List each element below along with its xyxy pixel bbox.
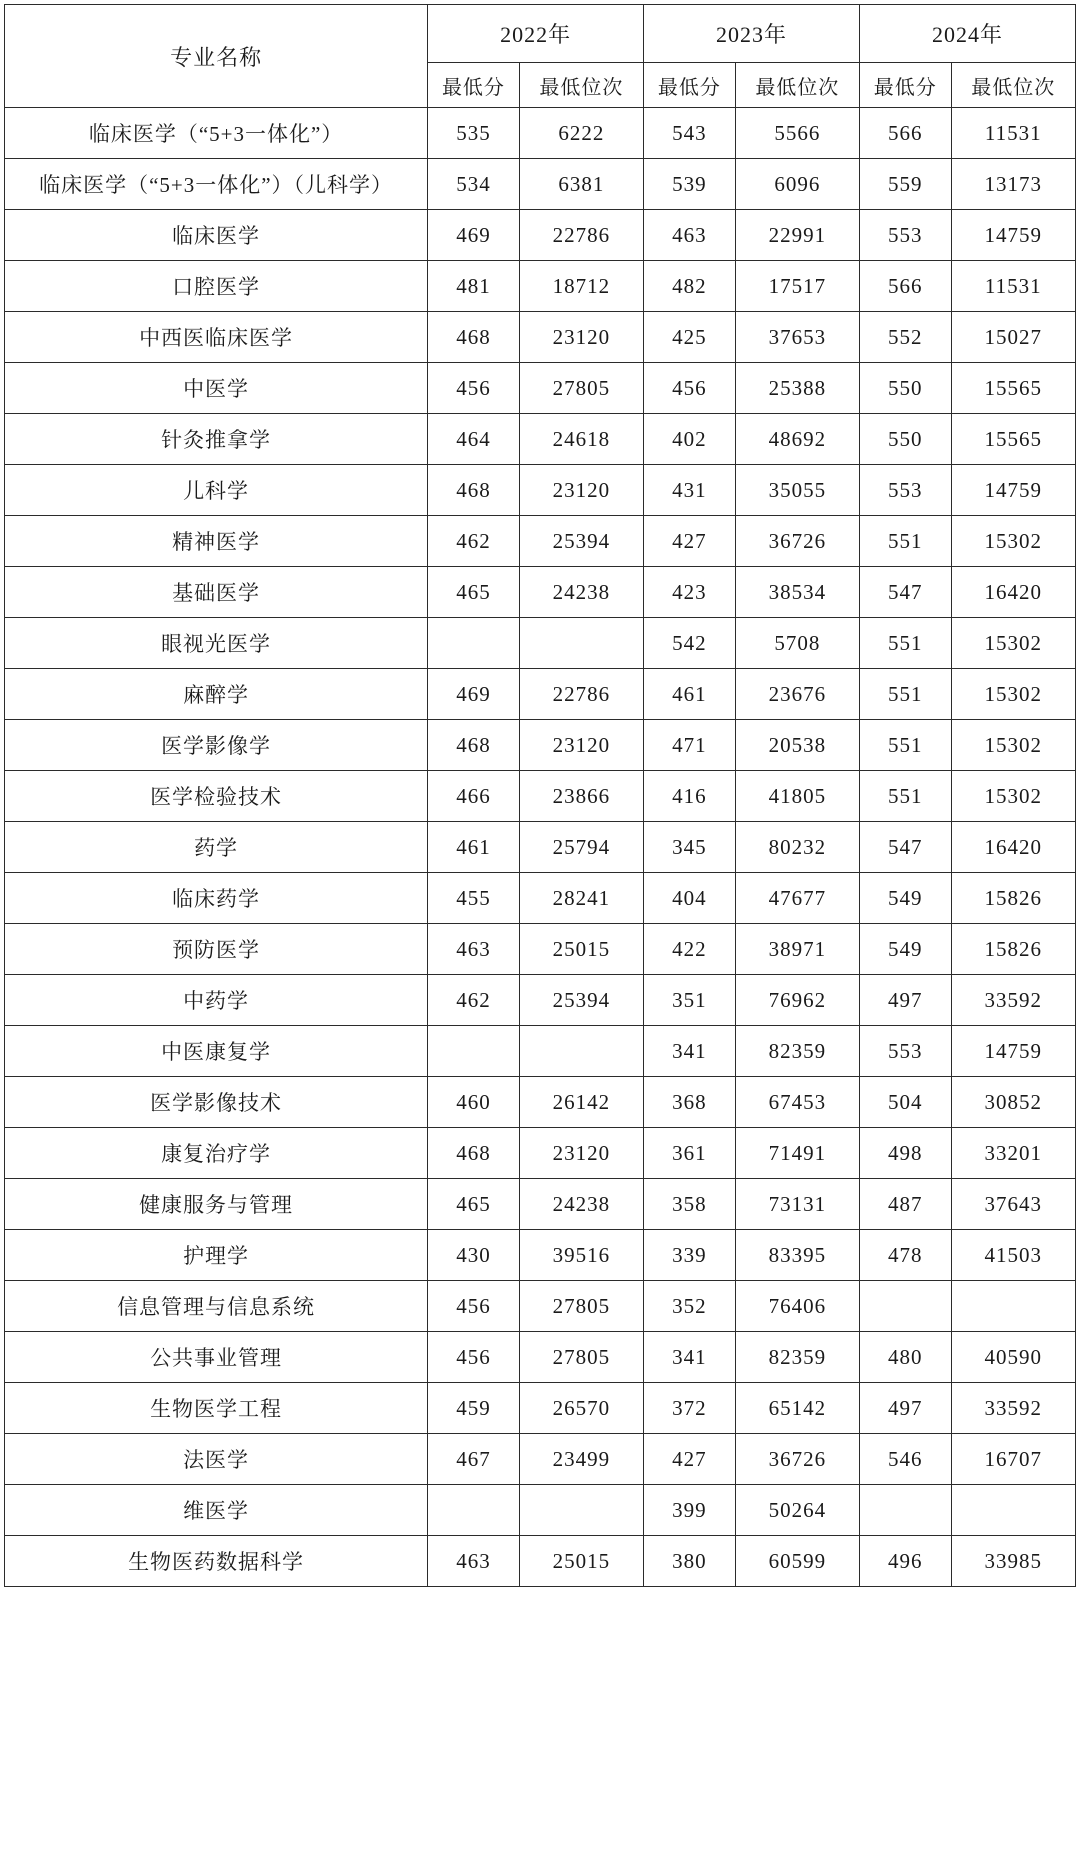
min-rank-cell: 15302 [951, 669, 1075, 720]
min-score-cell: 463 [428, 1536, 520, 1587]
table-header-years [5, 5, 1076, 63]
min-score-cell: 427 [644, 1434, 736, 1485]
min-score-cell: 416 [644, 771, 736, 822]
min-score-cell: 422 [644, 924, 736, 975]
table-row [5, 1128, 1076, 1179]
min-rank-cell: 41503 [951, 1230, 1075, 1281]
major-name-cell: 中医康复学 [5, 1026, 428, 1077]
min-score-cell [859, 1485, 951, 1536]
min-rank-cell: 25388 [735, 363, 859, 414]
min-rank-cell: 35055 [735, 465, 859, 516]
min-rank-cell: 22991 [735, 210, 859, 261]
table-row [5, 567, 1076, 618]
min-rank-cell: 6222 [519, 108, 643, 159]
min-score-cell: 535 [428, 108, 520, 159]
table-row [5, 1077, 1076, 1128]
table-row [5, 1230, 1076, 1281]
min-rank-cell: 65142 [735, 1383, 859, 1434]
min-rank-cell: 38534 [735, 567, 859, 618]
min-score-cell: 361 [644, 1128, 736, 1179]
major-name-cell: 生物医学工程 [5, 1383, 428, 1434]
min-score-cell: 539 [644, 159, 736, 210]
min-rank-cell [519, 1485, 643, 1536]
major-name-cell: 中医学 [5, 363, 428, 414]
min-rank-cell: 20538 [735, 720, 859, 771]
min-rank-cell: 15302 [951, 771, 1075, 822]
min-rank-cell: 23120 [519, 1128, 643, 1179]
min-rank-cell [519, 1026, 643, 1077]
min-rank-cell: 37643 [951, 1179, 1075, 1230]
min-rank-cell: 33201 [951, 1128, 1075, 1179]
min-score-cell: 534 [428, 159, 520, 210]
min-score-cell: 425 [644, 312, 736, 363]
min-score-cell: 372 [644, 1383, 736, 1434]
min-score-cell: 497 [859, 1383, 951, 1434]
min-rank-cell: 15565 [951, 414, 1075, 465]
min-rank-cell: 15302 [951, 516, 1075, 567]
min-score-cell: 460 [428, 1077, 520, 1128]
min-score-cell: 465 [428, 1179, 520, 1230]
major-name-cell: 维医学 [5, 1485, 428, 1536]
min-rank-cell: 24618 [519, 414, 643, 465]
min-score-cell: 455 [428, 873, 520, 924]
major-name-cell: 护理学 [5, 1230, 428, 1281]
min-rank-cell: 71491 [735, 1128, 859, 1179]
min-score-cell: 547 [859, 567, 951, 618]
major-name-cell: 针灸推拿学 [5, 414, 428, 465]
major-name-cell: 儿科学 [5, 465, 428, 516]
min-score-cell: 551 [859, 720, 951, 771]
table-row [5, 363, 1076, 414]
min-rank-cell: 11531 [951, 108, 1075, 159]
table-row [5, 1332, 1076, 1383]
min-score-cell: 456 [428, 1332, 520, 1383]
min-score-cell: 551 [859, 618, 951, 669]
min-rank-cell: 16420 [951, 567, 1075, 618]
major-name-cell: 公共事业管理 [5, 1332, 428, 1383]
column-header-min-score: 最低分 [644, 63, 736, 108]
min-score-cell: 566 [859, 108, 951, 159]
major-name-cell: 医学检验技术 [5, 771, 428, 822]
min-score-cell: 559 [859, 159, 951, 210]
min-score-cell: 468 [428, 1128, 520, 1179]
min-score-cell: 478 [859, 1230, 951, 1281]
min-score-cell: 553 [859, 465, 951, 516]
table-row [5, 873, 1076, 924]
min-score-cell: 456 [428, 1281, 520, 1332]
min-rank-cell: 15302 [951, 618, 1075, 669]
min-rank-cell: 24238 [519, 1179, 643, 1230]
min-score-cell: 462 [428, 516, 520, 567]
column-header-year: 2024年 [859, 5, 1075, 63]
min-rank-cell: 22786 [519, 210, 643, 261]
min-rank-cell: 18712 [519, 261, 643, 312]
min-rank-cell: 13173 [951, 159, 1075, 210]
min-rank-cell: 14759 [951, 465, 1075, 516]
min-rank-cell: 33985 [951, 1536, 1075, 1587]
table-row [5, 465, 1076, 516]
min-score-cell: 345 [644, 822, 736, 873]
min-rank-cell: 25015 [519, 924, 643, 975]
table-row [5, 1026, 1076, 1077]
major-name-cell: 预防医学 [5, 924, 428, 975]
min-score-cell: 549 [859, 873, 951, 924]
min-rank-cell: 30852 [951, 1077, 1075, 1128]
min-rank-cell: 11531 [951, 261, 1075, 312]
major-name-cell: 基础医学 [5, 567, 428, 618]
min-score-cell: 480 [859, 1332, 951, 1383]
min-score-cell: 546 [859, 1434, 951, 1485]
min-rank-cell: 23866 [519, 771, 643, 822]
min-rank-cell: 15826 [951, 873, 1075, 924]
major-name-cell: 临床医学 [5, 210, 428, 261]
min-rank-cell: 23120 [519, 312, 643, 363]
min-score-cell: 404 [644, 873, 736, 924]
min-score-cell: 496 [859, 1536, 951, 1587]
min-rank-cell: 17517 [735, 261, 859, 312]
table-row [5, 159, 1076, 210]
major-name-cell: 健康服务与管理 [5, 1179, 428, 1230]
major-name-cell: 麻醉学 [5, 669, 428, 720]
min-rank-cell: 6096 [735, 159, 859, 210]
min-rank-cell: 23120 [519, 720, 643, 771]
column-header-year: 2023年 [644, 5, 860, 63]
min-score-cell: 423 [644, 567, 736, 618]
major-name-cell: 中西医临床医学 [5, 312, 428, 363]
min-rank-cell: 24238 [519, 567, 643, 618]
min-score-cell: 566 [859, 261, 951, 312]
min-rank-cell: 67453 [735, 1077, 859, 1128]
min-rank-cell: 47677 [735, 873, 859, 924]
min-rank-cell: 27805 [519, 1281, 643, 1332]
min-rank-cell: 73131 [735, 1179, 859, 1230]
min-score-cell: 469 [428, 210, 520, 261]
min-score-cell: 463 [644, 210, 736, 261]
table-row [5, 516, 1076, 567]
major-name-cell: 临床医学（“5+3一体化”）（儿科学） [5, 159, 428, 210]
min-score-cell: 456 [644, 363, 736, 414]
table-row [5, 822, 1076, 873]
min-rank-cell [951, 1485, 1075, 1536]
min-rank-cell: 23120 [519, 465, 643, 516]
min-score-cell: 399 [644, 1485, 736, 1536]
column-header-major: 专业名称 [5, 5, 428, 108]
min-score-cell: 402 [644, 414, 736, 465]
min-score-cell: 468 [428, 465, 520, 516]
min-rank-cell: 23676 [735, 669, 859, 720]
min-rank-cell: 25394 [519, 975, 643, 1026]
min-score-cell [428, 1485, 520, 1536]
min-rank-cell: 37653 [735, 312, 859, 363]
min-rank-cell: 83395 [735, 1230, 859, 1281]
min-rank-cell: 6381 [519, 159, 643, 210]
min-score-cell: 471 [644, 720, 736, 771]
major-name-cell: 药学 [5, 822, 428, 873]
min-score-cell: 352 [644, 1281, 736, 1332]
table-row [5, 618, 1076, 669]
table-row [5, 669, 1076, 720]
min-score-cell [859, 1281, 951, 1332]
min-score-cell: 380 [644, 1536, 736, 1587]
min-score-cell: 481 [428, 261, 520, 312]
major-name-cell: 临床药学 [5, 873, 428, 924]
table-row [5, 1434, 1076, 1485]
table-row [5, 1485, 1076, 1536]
admission-score-table [4, 4, 1076, 1587]
column-header-min-rank: 最低位次 [519, 63, 643, 108]
min-score-cell: 551 [859, 771, 951, 822]
table-row [5, 771, 1076, 822]
table-row [5, 1281, 1076, 1332]
table-row [5, 261, 1076, 312]
major-name-cell: 眼视光医学 [5, 618, 428, 669]
table-row [5, 1179, 1076, 1230]
min-score-cell: 462 [428, 975, 520, 1026]
major-name-cell: 康复治疗学 [5, 1128, 428, 1179]
table-row [5, 720, 1076, 771]
table-row [5, 975, 1076, 1026]
min-score-cell: 482 [644, 261, 736, 312]
min-rank-cell: 25794 [519, 822, 643, 873]
min-score-cell [428, 1026, 520, 1077]
major-name-cell: 信息管理与信息系统 [5, 1281, 428, 1332]
table-row [5, 1536, 1076, 1587]
table-row [5, 1383, 1076, 1434]
min-score-cell: 467 [428, 1434, 520, 1485]
min-score-cell: 553 [859, 1026, 951, 1077]
column-header-year: 2022年 [428, 5, 644, 63]
min-rank-cell: 76406 [735, 1281, 859, 1332]
min-rank-cell: 15027 [951, 312, 1075, 363]
min-score-cell: 552 [859, 312, 951, 363]
min-score-cell: 498 [859, 1128, 951, 1179]
min-rank-cell: 41805 [735, 771, 859, 822]
min-score-cell: 464 [428, 414, 520, 465]
min-rank-cell: 36726 [735, 516, 859, 567]
min-rank-cell: 14759 [951, 1026, 1075, 1077]
major-name-cell: 中药学 [5, 975, 428, 1026]
min-score-cell: 368 [644, 1077, 736, 1128]
column-header-min-rank: 最低位次 [735, 63, 859, 108]
min-rank-cell: 50264 [735, 1485, 859, 1536]
min-score-cell: 339 [644, 1230, 736, 1281]
column-header-min-score: 最低分 [859, 63, 951, 108]
min-score-cell: 466 [428, 771, 520, 822]
min-score-cell: 547 [859, 822, 951, 873]
min-score-cell: 341 [644, 1332, 736, 1383]
min-rank-cell [519, 618, 643, 669]
min-rank-cell: 22786 [519, 669, 643, 720]
min-rank-cell: 82359 [735, 1026, 859, 1077]
min-score-cell: 550 [859, 363, 951, 414]
table-row [5, 210, 1076, 261]
min-rank-cell: 15302 [951, 720, 1075, 771]
column-header-min-rank: 最低位次 [951, 63, 1075, 108]
major-name-cell: 生物医药数据科学 [5, 1536, 428, 1587]
min-score-cell: 456 [428, 363, 520, 414]
min-score-cell: 551 [859, 516, 951, 567]
table-row [5, 108, 1076, 159]
min-rank-cell [951, 1281, 1075, 1332]
min-rank-cell: 48692 [735, 414, 859, 465]
min-rank-cell: 25015 [519, 1536, 643, 1587]
major-name-cell: 精神医学 [5, 516, 428, 567]
min-score-cell: 487 [859, 1179, 951, 1230]
min-score-cell: 549 [859, 924, 951, 975]
min-rank-cell: 23499 [519, 1434, 643, 1485]
min-score-cell: 553 [859, 210, 951, 261]
min-rank-cell: 60599 [735, 1536, 859, 1587]
min-rank-cell: 33592 [951, 975, 1075, 1026]
min-score-cell: 427 [644, 516, 736, 567]
min-rank-cell: 16420 [951, 822, 1075, 873]
min-score-cell: 341 [644, 1026, 736, 1077]
table-row [5, 924, 1076, 975]
min-score-cell: 469 [428, 669, 520, 720]
min-rank-cell: 80232 [735, 822, 859, 873]
major-name-cell: 医学影像学 [5, 720, 428, 771]
min-rank-cell: 15565 [951, 363, 1075, 414]
table-row [5, 414, 1076, 465]
min-score-cell: 358 [644, 1179, 736, 1230]
min-rank-cell: 38971 [735, 924, 859, 975]
min-score-cell: 351 [644, 975, 736, 1026]
table-row [5, 312, 1076, 363]
min-rank-cell: 33592 [951, 1383, 1075, 1434]
column-header-min-score: 最低分 [428, 63, 520, 108]
min-rank-cell: 15826 [951, 924, 1075, 975]
min-score-cell: 504 [859, 1077, 951, 1128]
major-name-cell: 临床医学（“5+3一体化”） [5, 108, 428, 159]
min-score-cell: 542 [644, 618, 736, 669]
min-rank-cell: 82359 [735, 1332, 859, 1383]
min-score-cell: 468 [428, 312, 520, 363]
min-rank-cell: 16707 [951, 1434, 1075, 1485]
min-score-cell: 543 [644, 108, 736, 159]
min-score-cell [428, 618, 520, 669]
major-name-cell: 口腔医学 [5, 261, 428, 312]
min-rank-cell: 40590 [951, 1332, 1075, 1383]
min-score-cell: 430 [428, 1230, 520, 1281]
min-rank-cell: 36726 [735, 1434, 859, 1485]
major-name-cell: 法医学 [5, 1434, 428, 1485]
min-score-cell: 465 [428, 567, 520, 618]
min-rank-cell: 26570 [519, 1383, 643, 1434]
min-score-cell: 550 [859, 414, 951, 465]
min-rank-cell: 28241 [519, 873, 643, 924]
min-score-cell: 461 [644, 669, 736, 720]
min-score-cell: 468 [428, 720, 520, 771]
min-score-cell: 431 [644, 465, 736, 516]
min-score-cell: 459 [428, 1383, 520, 1434]
min-score-cell: 463 [428, 924, 520, 975]
min-rank-cell: 26142 [519, 1077, 643, 1128]
min-rank-cell: 5566 [735, 108, 859, 159]
min-rank-cell: 27805 [519, 363, 643, 414]
min-rank-cell: 27805 [519, 1332, 643, 1383]
min-rank-cell: 14759 [951, 210, 1075, 261]
min-score-cell: 497 [859, 975, 951, 1026]
min-score-cell: 551 [859, 669, 951, 720]
major-name-cell: 医学影像技术 [5, 1077, 428, 1128]
min-rank-cell: 76962 [735, 975, 859, 1026]
min-rank-cell: 39516 [519, 1230, 643, 1281]
min-rank-cell: 25394 [519, 516, 643, 567]
min-score-cell: 461 [428, 822, 520, 873]
min-rank-cell: 5708 [735, 618, 859, 669]
